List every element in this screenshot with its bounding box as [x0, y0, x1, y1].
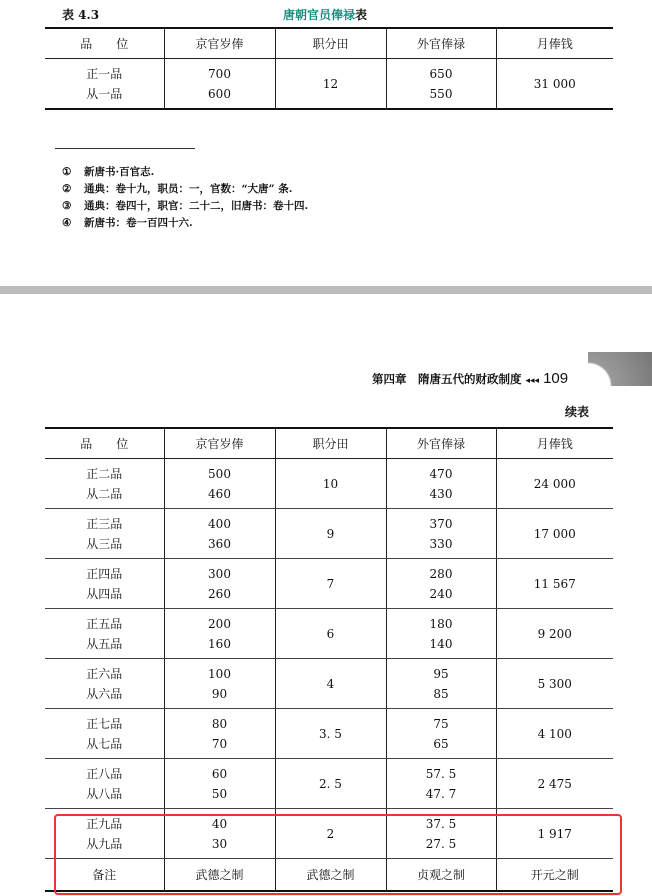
remark-cell: 备注: [92, 867, 117, 882]
highlight-box: [54, 814, 622, 895]
rank-cell: 正七品 从七品: [45, 709, 164, 759]
capital-salary-cell: 500 460: [164, 459, 275, 509]
table-row: [45, 509, 613, 559]
office-field-cell: 9: [275, 509, 386, 559]
provincial-salary-cell: 180 140: [386, 609, 496, 659]
provincial-salary-cell: 370 330: [386, 509, 496, 559]
footnote: ④ 新唐书：卷一百四十六.: [62, 217, 193, 229]
provincial-salary-cell: 650 550: [386, 59, 496, 110]
arrows-icon: ◂◂◂: [525, 376, 540, 386]
office-field-cell: 10: [275, 459, 386, 509]
table-row: [45, 459, 613, 509]
monthly-pay-cell: 11 567: [496, 559, 613, 609]
capital-salary-cell: 200 160: [164, 609, 275, 659]
capital-salary-cell: 100 90: [164, 659, 275, 709]
monthly-pay-cell: 31 000: [496, 59, 613, 110]
capital-salary-cell: 60 50: [164, 759, 275, 809]
page-number: 109: [543, 370, 569, 387]
table-row: [45, 759, 613, 809]
header-cell: 月俸钱: [496, 28, 613, 59]
provincial-salary-cell: 37. 5 27. 5: [386, 809, 496, 859]
remark-cell: 开元之制: [496, 859, 613, 892]
table-title: [283, 6, 367, 23]
monthly-pay-cell: 2 475: [496, 759, 613, 809]
footnote: ③ 通典：卷四十，职官：二十二，旧唐书：卷十四.: [62, 200, 309, 212]
capital-salary-cell: 700 600: [164, 59, 275, 110]
header-cell: 外官俸禄: [386, 428, 496, 459]
table-row: [45, 659, 613, 709]
table-header-row: [45, 428, 613, 459]
monthly-pay-cell: 17 000: [496, 509, 613, 559]
footnote: ② 通典：卷十九，职员：一，官数：“大唐” 条.: [62, 183, 293, 195]
header-cell: 品 位: [45, 428, 164, 459]
office-field-cell: 2. 5: [275, 759, 386, 809]
rank-cell: 正六品 从六品: [45, 659, 164, 709]
rank-cell: 正四品 从四品: [45, 559, 164, 609]
monthly-pay-cell: 24 000: [496, 459, 613, 509]
table-row: [45, 59, 613, 110]
header-cell: 京官岁俸: [164, 428, 275, 459]
monthly-pay-cell: 1 917: [496, 809, 613, 859]
provincial-salary-cell: 470 430: [386, 459, 496, 509]
office-field-cell: 7: [275, 559, 386, 609]
footnote: ① 新唐书·百官志.: [62, 166, 155, 178]
header-cell: 职分田: [275, 428, 386, 459]
capital-salary-cell: 400 360: [164, 509, 275, 559]
capital-salary-cell: 300 260: [164, 559, 275, 609]
continued-label: 续表: [565, 405, 590, 419]
rank-cell: 正一品 从一品: [45, 59, 164, 110]
monthly-pay-cell: 5 300: [496, 659, 613, 709]
rank-cell: 正五品 从五品: [45, 609, 164, 659]
header-cell: 外官俸禄: [386, 28, 496, 59]
provincial-salary-cell: 95 85: [386, 659, 496, 709]
footnote-rule: [55, 148, 195, 149]
title-rest: 表: [355, 8, 368, 22]
table-row: [45, 559, 613, 609]
running-head: 第四章 隋唐五代的财政制度 ◂◂◂ 109: [372, 370, 569, 387]
page-separator: [0, 286, 652, 294]
capital-salary-cell: 40 30: [164, 809, 275, 859]
provincial-salary-cell: 280 240: [386, 559, 496, 609]
rank-cell: 正八品 从八品: [45, 759, 164, 809]
office-field-cell: 4: [275, 659, 386, 709]
header-cell: 京官岁俸: [164, 28, 275, 59]
header-cell: 月俸钱: [496, 428, 613, 459]
table-header-row: [45, 28, 613, 59]
remark-cell: 武德之制: [275, 859, 386, 892]
table-row: [45, 709, 613, 759]
header-cell: 品 位: [45, 28, 164, 59]
provincial-salary-cell: 57. 5 47. 7: [386, 759, 496, 809]
salary-table-top: [45, 27, 613, 110]
remark-cell: 贞观之制: [386, 859, 496, 892]
rank-cell: 正三品 从三品: [45, 509, 164, 559]
page-corner-decoration: [588, 352, 652, 386]
office-field-cell: 12: [275, 59, 386, 110]
rank-cell: 正九品 从九品: [45, 809, 164, 859]
title-highlight: 唐朝官员俸禄: [283, 8, 356, 22]
provincial-salary-cell: 75 65: [386, 709, 496, 759]
remark-cell: 武德之制: [164, 859, 275, 892]
table-number: 表 4.3: [62, 8, 100, 22]
office-field-cell: 6: [275, 609, 386, 659]
monthly-pay-cell: 9 200: [496, 609, 613, 659]
office-field-cell: 3. 5: [275, 709, 386, 759]
rank-cell: 正二品 从二品: [45, 459, 164, 509]
monthly-pay-cell: 4 100: [496, 709, 613, 759]
table-row: [45, 609, 613, 659]
header-cell: 职分田: [275, 28, 386, 59]
capital-salary-cell: 80 70: [164, 709, 275, 759]
office-field-cell: 2: [275, 809, 386, 859]
